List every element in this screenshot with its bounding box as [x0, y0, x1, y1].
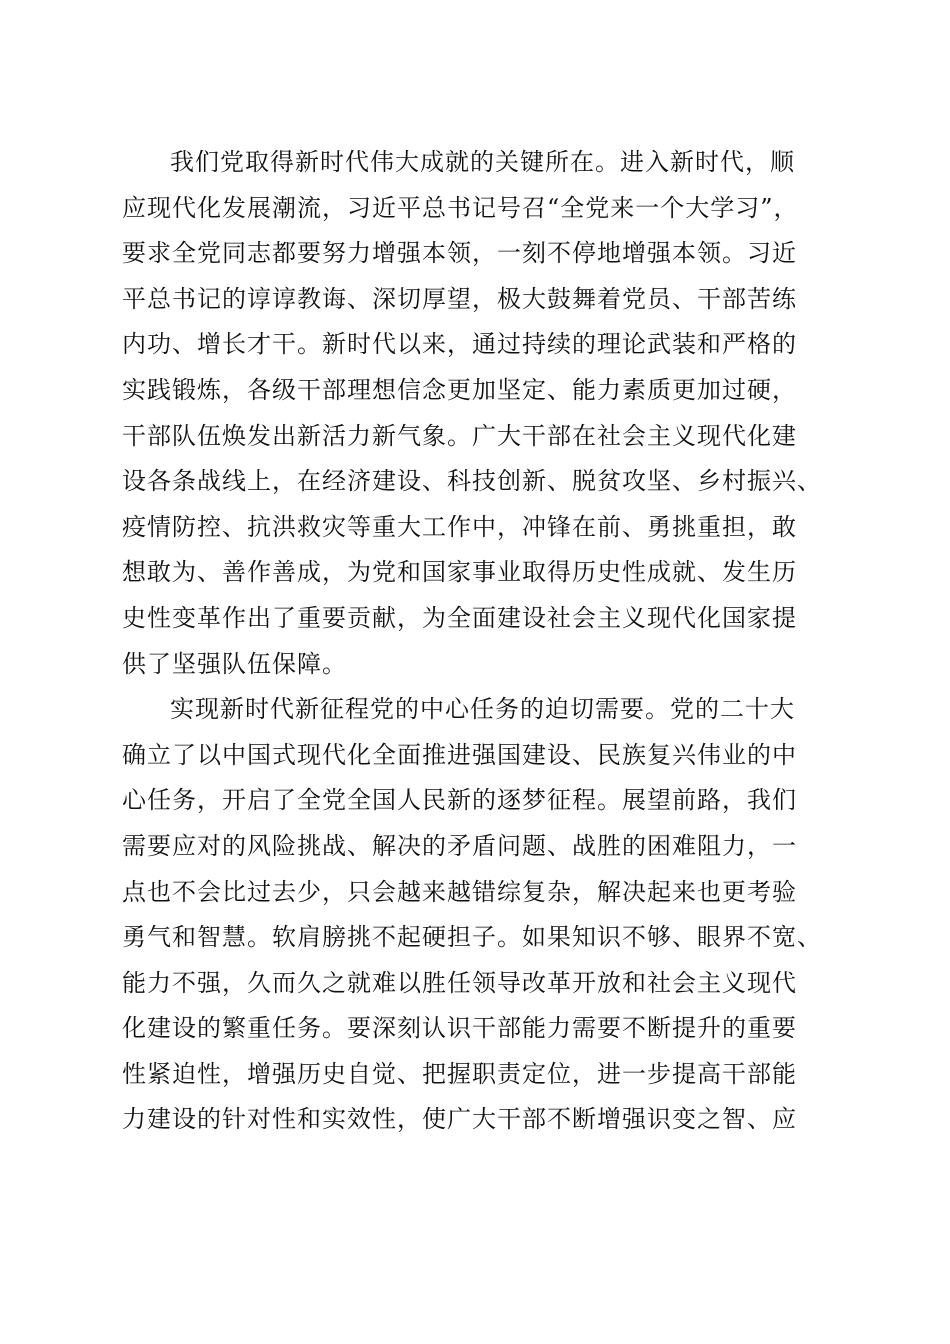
text-line: 化建设的繁重任务。要深刻认识干部能力需要不断提升的重要	[122, 1014, 797, 1043]
text-line: 需要应对的风险挑战、解决的矛盾问题、战胜的困难阻力，一	[122, 831, 797, 860]
text-line: 内功、增长才干。新时代以来，通过持续的理论武装和严格的	[122, 330, 797, 359]
text-line: 供了坚强队伍保障。	[122, 649, 347, 678]
text-line: 要求全党同志都要努力增强本领，一刻不停地增强本领。习近	[122, 239, 797, 268]
text-line: 点也不会比过去少，只会越来越错综复杂，解决起来也更考验	[122, 877, 797, 906]
text-line: 干部队伍焕发出新活力新气象。广大干部在社会主义现代化建	[122, 421, 797, 450]
text-line: 确立了以中国式现代化全面推进强国建设、民族复兴伟业的中	[122, 740, 797, 769]
text-line: 性紧迫性，增强历史自觉、把握职责定位，进一步提高干部能	[122, 1059, 797, 1088]
text-line: 能力不强，久而久之就难以胜任领导改革开放和社会主义现代	[122, 968, 797, 997]
text-line: 我们党取得新时代伟大成就的关键所在。进入新时代，顺	[170, 148, 795, 176]
text-line: 设各条战线上，在经济建设、科技创新、脱贫攻坚、乡村振兴、	[122, 467, 822, 496]
text-line: 疫情防控、抗洪救灾等重大工作中，冲锋在前、勇挑重担，敢	[122, 512, 797, 541]
text-line: 应现代化发展潮流，习近平总书记号召“全党来一个大学习”，	[122, 193, 799, 222]
text-line: 勇气和智慧。软肩膀挑不起硬担子。如果知识不够、眼界不宽、	[122, 923, 822, 952]
text-line: 平总书记的谆谆教诲、深切厚望，极大鼓舞着党员、干部苦练	[122, 284, 797, 313]
paragraph-2	[122, 687, 832, 1143]
text-line: 实践锻炼，各级干部理想信念更加坚定、能力素质更加过硬，	[122, 375, 797, 404]
text-line: 实现新时代新征程党的中心任务的迫切需要。党的二十大	[170, 695, 795, 724]
text-line: 心任务，开启了全党全国人民新的逐梦征程。展望前路，我们	[122, 786, 797, 815]
text-line: 力建设的针对性和实效性，使广大干部不断增强识变之智、应	[122, 1105, 797, 1134]
text-line: 想敢为、善作善成，为党和国家事业取得历史性成就、发生历	[122, 558, 797, 587]
paragraph-1	[122, 140, 832, 687]
text-line: 史性变革作出了重要贡献，为全面建设社会主义现代化国家提	[122, 603, 797, 632]
document-body	[122, 140, 832, 1143]
